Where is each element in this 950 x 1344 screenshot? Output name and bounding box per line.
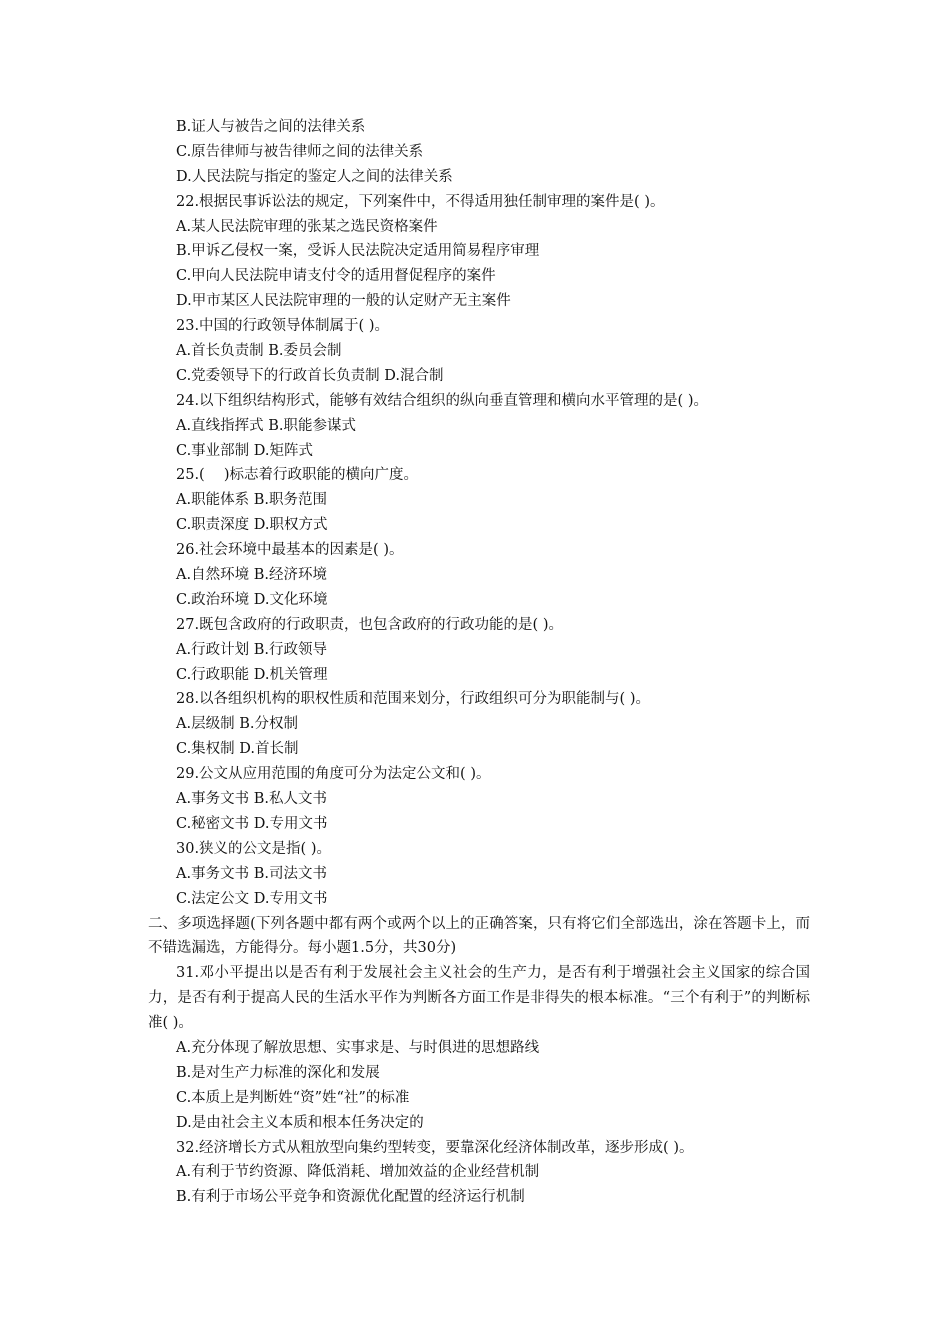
- option-line: C.法定公文 D.专用文书: [176, 890, 328, 907]
- question-22: 22.根据民事诉讼法的规定，下列案件中，不得适用独任制审理的案件是( )。: [176, 193, 665, 210]
- option-line: C.职责深度 D.职权方式: [176, 517, 328, 534]
- question-23: 23.中国的行政领导体制属于( )。: [176, 318, 389, 335]
- option-line: C.甲向人民法院申请支付令的适用督促程序的案件: [176, 268, 496, 285]
- option-line: C.党委领导下的行政首长负责制 D.混合制: [176, 367, 444, 384]
- option-line: A.有利于节约资源、降低消耗、增加效益的企业经营机制: [176, 1164, 540, 1181]
- question-30: 30.狭义的公文是指( )。: [176, 840, 331, 857]
- option-line: A.某人民法院审理的张某之选民资格案件: [176, 218, 438, 235]
- question-24: 24.以下组织结构形式，能够有效结合组织的纵向垂直管理和横向水平管理的是( )。: [176, 392, 708, 409]
- question-32: 32.经济增长方式从粗放型向集约型转变，要靠深化经济体制改革，逐步形成( )。: [176, 1139, 694, 1156]
- option-line: A.事务文书 B.司法文书: [176, 865, 327, 882]
- question-27: 27.既包含政府的行政职责，也包含政府的行政功能的是( )。: [176, 616, 563, 633]
- option-line: A.自然环境 B.经济环境: [176, 567, 327, 584]
- option-line: D.甲市某区人民法院审理的一般的认定财产无主案件: [176, 293, 511, 310]
- option-line: C.原告律师与被告律师之间的法律关系: [176, 143, 424, 160]
- option-line: B.甲诉乙侵权一案，受诉人民法院决定适用简易程序审理: [176, 243, 540, 260]
- option-line: A.层级制 B.分权制: [176, 716, 298, 733]
- option-line: A.事务文书 B.私人文书: [176, 791, 327, 808]
- question-31: 31.邓小平提出以是否有利于发展社会主义社会的生产力，是否有利于增强社会主义国家的综合国力，是否有利于提高人民的生活水平作为判断各方面工作是非得失的根本标准。“三个有利于”的判断标准( )。: [148, 965, 810, 1032]
- option-line: C.本质上是判断姓“资”姓“社”的标准: [176, 1089, 410, 1106]
- question-25: 25.( )标志着行政职能的横向广度。: [176, 467, 418, 484]
- question-26: 26.社会环境中最基本的因素是( )。: [176, 542, 404, 559]
- option-line: A.充分体现了解放思想、实事求是、与时俱进的思想路线: [176, 1040, 540, 1057]
- option-line: B.有利于市场公平竞争和资源优化配置的经济运行机制: [176, 1189, 525, 1206]
- option-line: D.人民法院与指定的鉴定人之间的法律关系: [176, 168, 453, 185]
- document-page: [148, 115, 810, 1210]
- section-heading-multiple-choice: 二、多项选择题(下列各题中都有两个或两个以上的正确答案，只有将它们全部选出，涂在答题卡上，而不错选漏选，方能得分。每小题1.5分，共30分): [148, 915, 810, 957]
- option-line: B.证人与被告之间的法律关系: [176, 119, 366, 135]
- option-line: A.职能体系 B.职务范围: [176, 492, 327, 509]
- option-line: C.行政职能 D.机关管理: [176, 666, 328, 683]
- option-line: C.集权制 D.首长制: [176, 741, 299, 758]
- option-line: A.首长负责制 B.委员会制: [176, 343, 342, 360]
- option-line: D.是由社会主义本质和根本任务决定的: [176, 1114, 424, 1131]
- option-line: B.是对生产力标准的深化和发展: [176, 1064, 380, 1081]
- option-line: C.秘密文书 D.专用文书: [176, 815, 328, 832]
- option-line: A.行政计划 B.行政领导: [176, 641, 327, 658]
- option-line: C.政治环境 D.文化环境: [176, 591, 328, 608]
- question-29: 29.公文从应用范围的角度可分为法定公文和( )。: [176, 766, 491, 783]
- option-line: A.直线指挥式 B.职能参谋式: [176, 417, 356, 434]
- option-line: C.事业部制 D.矩阵式: [176, 442, 314, 459]
- question-28: 28.以各组织机构的职权性质和范围来划分，行政组织可分为职能制与( )。: [176, 691, 650, 708]
